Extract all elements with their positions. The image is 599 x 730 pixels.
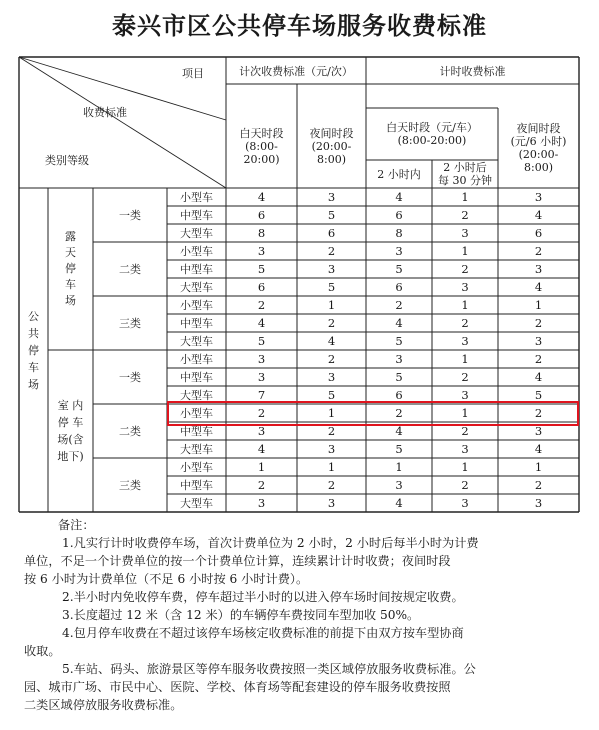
fee-value-cell: 2 <box>395 297 403 312</box>
note-1-line-1: 1.凡实行计时收费停车场，首次计费单位为 2 小时，2 小时后每半小时为计费 <box>62 536 479 550</box>
highlight-box <box>167 401 579 426</box>
label-class: 三类 <box>119 478 141 492</box>
vehicle-type-cell: 中型车 <box>180 208 213 222</box>
fee-value-cell: 4 <box>257 441 266 456</box>
vehicle-type-cell: 中型车 <box>180 262 213 276</box>
fee-value-cell: 2 <box>327 243 336 258</box>
fee-value-cell: 5 <box>327 279 336 294</box>
fee-value-cell: 3 <box>327 495 336 510</box>
fee-value-cell: 1 <box>461 351 469 366</box>
fee-value-cell: 3 <box>461 441 469 456</box>
fee-value-cell: 8 <box>395 225 403 240</box>
fee-value-cell: 2 <box>461 369 469 384</box>
fee-value-cell: 5 <box>395 261 403 276</box>
fee-value-cell: 3 <box>461 387 469 402</box>
fee-value-cell: 1 <box>461 405 469 420</box>
fee-value-cell: 3 <box>534 261 543 276</box>
header-category-level: 类别等级 <box>45 153 89 167</box>
vehicle-type-cell: 中型车 <box>180 370 213 384</box>
fee-value-cell: 4 <box>327 333 336 348</box>
notes-label: 备注： <box>58 518 95 532</box>
fee-value-cell: 1 <box>461 189 469 204</box>
fee-value-cell: 3 <box>461 225 469 240</box>
fee-value-cell: 2 <box>534 477 543 492</box>
vehicle-type-cell: 小型车 <box>180 298 213 312</box>
fee-value-cell: 6 <box>257 279 266 294</box>
fee-value-cell: 4 <box>534 207 543 222</box>
fee-value-cell: 6 <box>327 225 336 240</box>
label-class: 二类 <box>119 424 141 438</box>
fee-value-cell: 2 <box>257 297 266 312</box>
header-item: 项目 <box>182 66 204 80</box>
fee-value-cell: 4 <box>534 279 543 294</box>
fee-value-cell: 3 <box>327 441 336 456</box>
fee-value-cell: 2 <box>327 315 336 330</box>
fee-value-cell: 3 <box>461 279 469 294</box>
fee-value-cell: 2 <box>461 261 469 276</box>
fee-value-cell: 3 <box>257 243 266 258</box>
fee-value-cell: 3 <box>461 495 469 510</box>
fee-value-cell: 1 <box>257 459 266 474</box>
fee-value-cell: 3 <box>395 243 403 258</box>
fee-value-cell: 5 <box>327 207 336 222</box>
vehicle-type-cell: 小型车 <box>180 460 213 474</box>
note-2: 2.半小时内免收停车费，停车超过半小时的以进入停车场时间按规定收费。 <box>62 590 464 604</box>
header-fee-standard: 收费标准 <box>83 105 127 119</box>
fee-value-cell: 1 <box>461 243 469 258</box>
page-title: 泰兴市区公共停车场服务收费标准 <box>112 11 487 40</box>
fee-value-cell: 2 <box>327 423 336 438</box>
vehicle-type-cell: 大型车 <box>180 334 213 348</box>
fee-value-cell: 3 <box>257 351 266 366</box>
fee-value-cell: 3 <box>257 423 266 438</box>
fee-value-cell: 6 <box>395 207 403 222</box>
vehicle-type-cell: 大型车 <box>180 280 213 294</box>
fee-value-cell: 2 <box>461 207 469 222</box>
fee-value-cell: 4 <box>395 423 403 438</box>
fee-value-cell: 4 <box>534 441 543 456</box>
fee-value-cell: 4 <box>257 189 266 204</box>
header-after-2h: 2 小时后 每 30 分钟 <box>438 161 492 187</box>
label-class: 二类 <box>119 262 141 276</box>
fee-value-cell: 5 <box>257 333 266 348</box>
fee-value-cell: 3 <box>327 369 336 384</box>
label-class: 三类 <box>119 316 141 330</box>
fee-value-cell: 3 <box>327 261 336 276</box>
fee-table <box>19 57 579 512</box>
header-hourly: 计时收费标准 <box>439 64 506 78</box>
fee-value-cell: 6 <box>534 225 543 240</box>
fee-value-cell: 1 <box>461 297 469 312</box>
fee-value-cell: 2 <box>534 351 543 366</box>
fee-value-cell: 8 <box>257 225 266 240</box>
note-4-line-2: 收取。 <box>24 644 61 658</box>
fee-value-cell: 2 <box>327 477 336 492</box>
fee-value-cell: 1 <box>534 297 543 312</box>
note-3: 3.长度超过 12 米（含 12 米）的车辆停车费按同车型加收 50%。 <box>62 608 420 622</box>
fee-value-cell: 4 <box>395 315 403 330</box>
vehicle-type-cell: 小型车 <box>180 244 213 258</box>
fee-value-cell: 3 <box>534 495 543 510</box>
fee-value-cell: 2 <box>461 315 469 330</box>
fee-value-cell: 3 <box>395 351 403 366</box>
notes-section <box>24 516 584 714</box>
header-day-trip: 白天时段 (8:00- 20:00) <box>239 127 284 166</box>
fee-value-cell: 5 <box>327 387 336 402</box>
fee-value-cell: 6 <box>395 279 403 294</box>
fee-value-cell: 3 <box>257 369 266 384</box>
fee-value-cell: 2 <box>461 423 469 438</box>
vehicle-type-cell: 中型车 <box>180 478 213 492</box>
fee-value-cell: 3 <box>534 333 543 348</box>
vehicle-type-cell: 中型车 <box>180 316 213 330</box>
fee-value-cell: 5 <box>395 369 403 384</box>
note-4-line-1: 4.包月停车收费在不超过该停车场核定收费标准的前提下由双方按车型协商 <box>62 626 464 640</box>
fee-value-cell: 6 <box>257 207 266 222</box>
fee-value-cell: 3 <box>534 189 543 204</box>
fee-value-cell: 4 <box>395 495 403 510</box>
fee-value-cell: 4 <box>534 369 543 384</box>
fee-value-cell: 2 <box>461 477 469 492</box>
fee-value-cell: 2 <box>395 405 403 420</box>
fee-value-cell: 3 <box>395 477 403 492</box>
vehicle-type-cell: 小型车 <box>180 352 213 366</box>
fee-value-cell: 1 <box>327 297 336 312</box>
fee-value-cell: 1 <box>327 459 336 474</box>
fee-value-cell: 2 <box>534 315 543 330</box>
fee-value-cell: 3 <box>461 333 469 348</box>
label-class: 一类 <box>119 370 141 384</box>
fee-value-cell: 1 <box>395 459 403 474</box>
vehicle-type-cell: 大型车 <box>180 442 213 456</box>
fee-value-cell: 5 <box>534 387 543 402</box>
note-5-line-2: 园、城市广场、市民中心、医院、学校、体育场等配套建设的停车服务收费按照 <box>24 680 451 694</box>
fee-value-cell: 1 <box>534 459 543 474</box>
fee-value-cell: 5 <box>395 333 403 348</box>
note-5-line-3: 二类区域停放服务收费标准。 <box>24 698 183 712</box>
fee-value-cell: 3 <box>534 423 543 438</box>
header-per-trip: 计次收费标准（元/次） <box>239 64 353 78</box>
fee-value-cell: 3 <box>327 189 336 204</box>
fee-value-cell: 1 <box>327 405 336 420</box>
fee-value-cell: 2 <box>534 243 543 258</box>
header-night-trip: 夜间时段 (20:00- 8:00) <box>309 127 354 166</box>
header-night-hourly: 夜间时段 (元/6 小时) (20:00- 8:00) <box>510 122 567 174</box>
vehicle-type-cell: 小型车 <box>180 406 213 420</box>
fee-value-cell: 2 <box>327 351 336 366</box>
fee-value-cell: 2 <box>257 477 266 492</box>
fee-value-cell: 3 <box>257 495 266 510</box>
fee-value-cell: 7 <box>257 387 266 402</box>
vehicle-type-cell: 大型车 <box>180 226 213 240</box>
note-1-line-3: 按 6 小时为计费单位（不足 6 小时按 6 小时计费）。 <box>24 572 309 586</box>
label-indoor-parking: 室 内 停 车 场(含 地下) <box>57 399 84 463</box>
fee-value-cell: 4 <box>257 315 266 330</box>
label-public-parking: 公 共 停 车 场 <box>28 309 39 391</box>
fee-value-cell: 5 <box>395 441 403 456</box>
vehicle-type-cell: 大型车 <box>180 496 213 510</box>
note-5-line-1: 5.车站、码头、旅游景区等停车服务收费按照一类区域停放服务收费标准。公 <box>62 662 476 676</box>
fee-value-cell: 4 <box>395 189 403 204</box>
label-outdoor-parking: 露 天 停 车 场 <box>65 230 76 307</box>
fee-value-cell: 2 <box>534 405 543 420</box>
vehicle-type-cell: 中型车 <box>180 424 213 438</box>
vehicle-type-cell: 小型车 <box>180 190 213 204</box>
fee-value-cell: 5 <box>257 261 266 276</box>
fee-value-cell: 2 <box>257 405 266 420</box>
note-1-line-2: 单位，不足一个计费单位的按一个计费单位计算，连续累计计时收费；夜间时段 <box>24 554 451 568</box>
vehicle-type-cell: 大型车 <box>180 388 213 402</box>
fee-value-cell: 1 <box>461 459 469 474</box>
fee-value-cell: 6 <box>395 387 403 402</box>
header-day-hourly: 白天时段（元/车） (8:00-20:00) <box>386 121 478 147</box>
label-class: 一类 <box>119 208 141 222</box>
header-within-2h: 2 小时内 <box>377 167 421 181</box>
